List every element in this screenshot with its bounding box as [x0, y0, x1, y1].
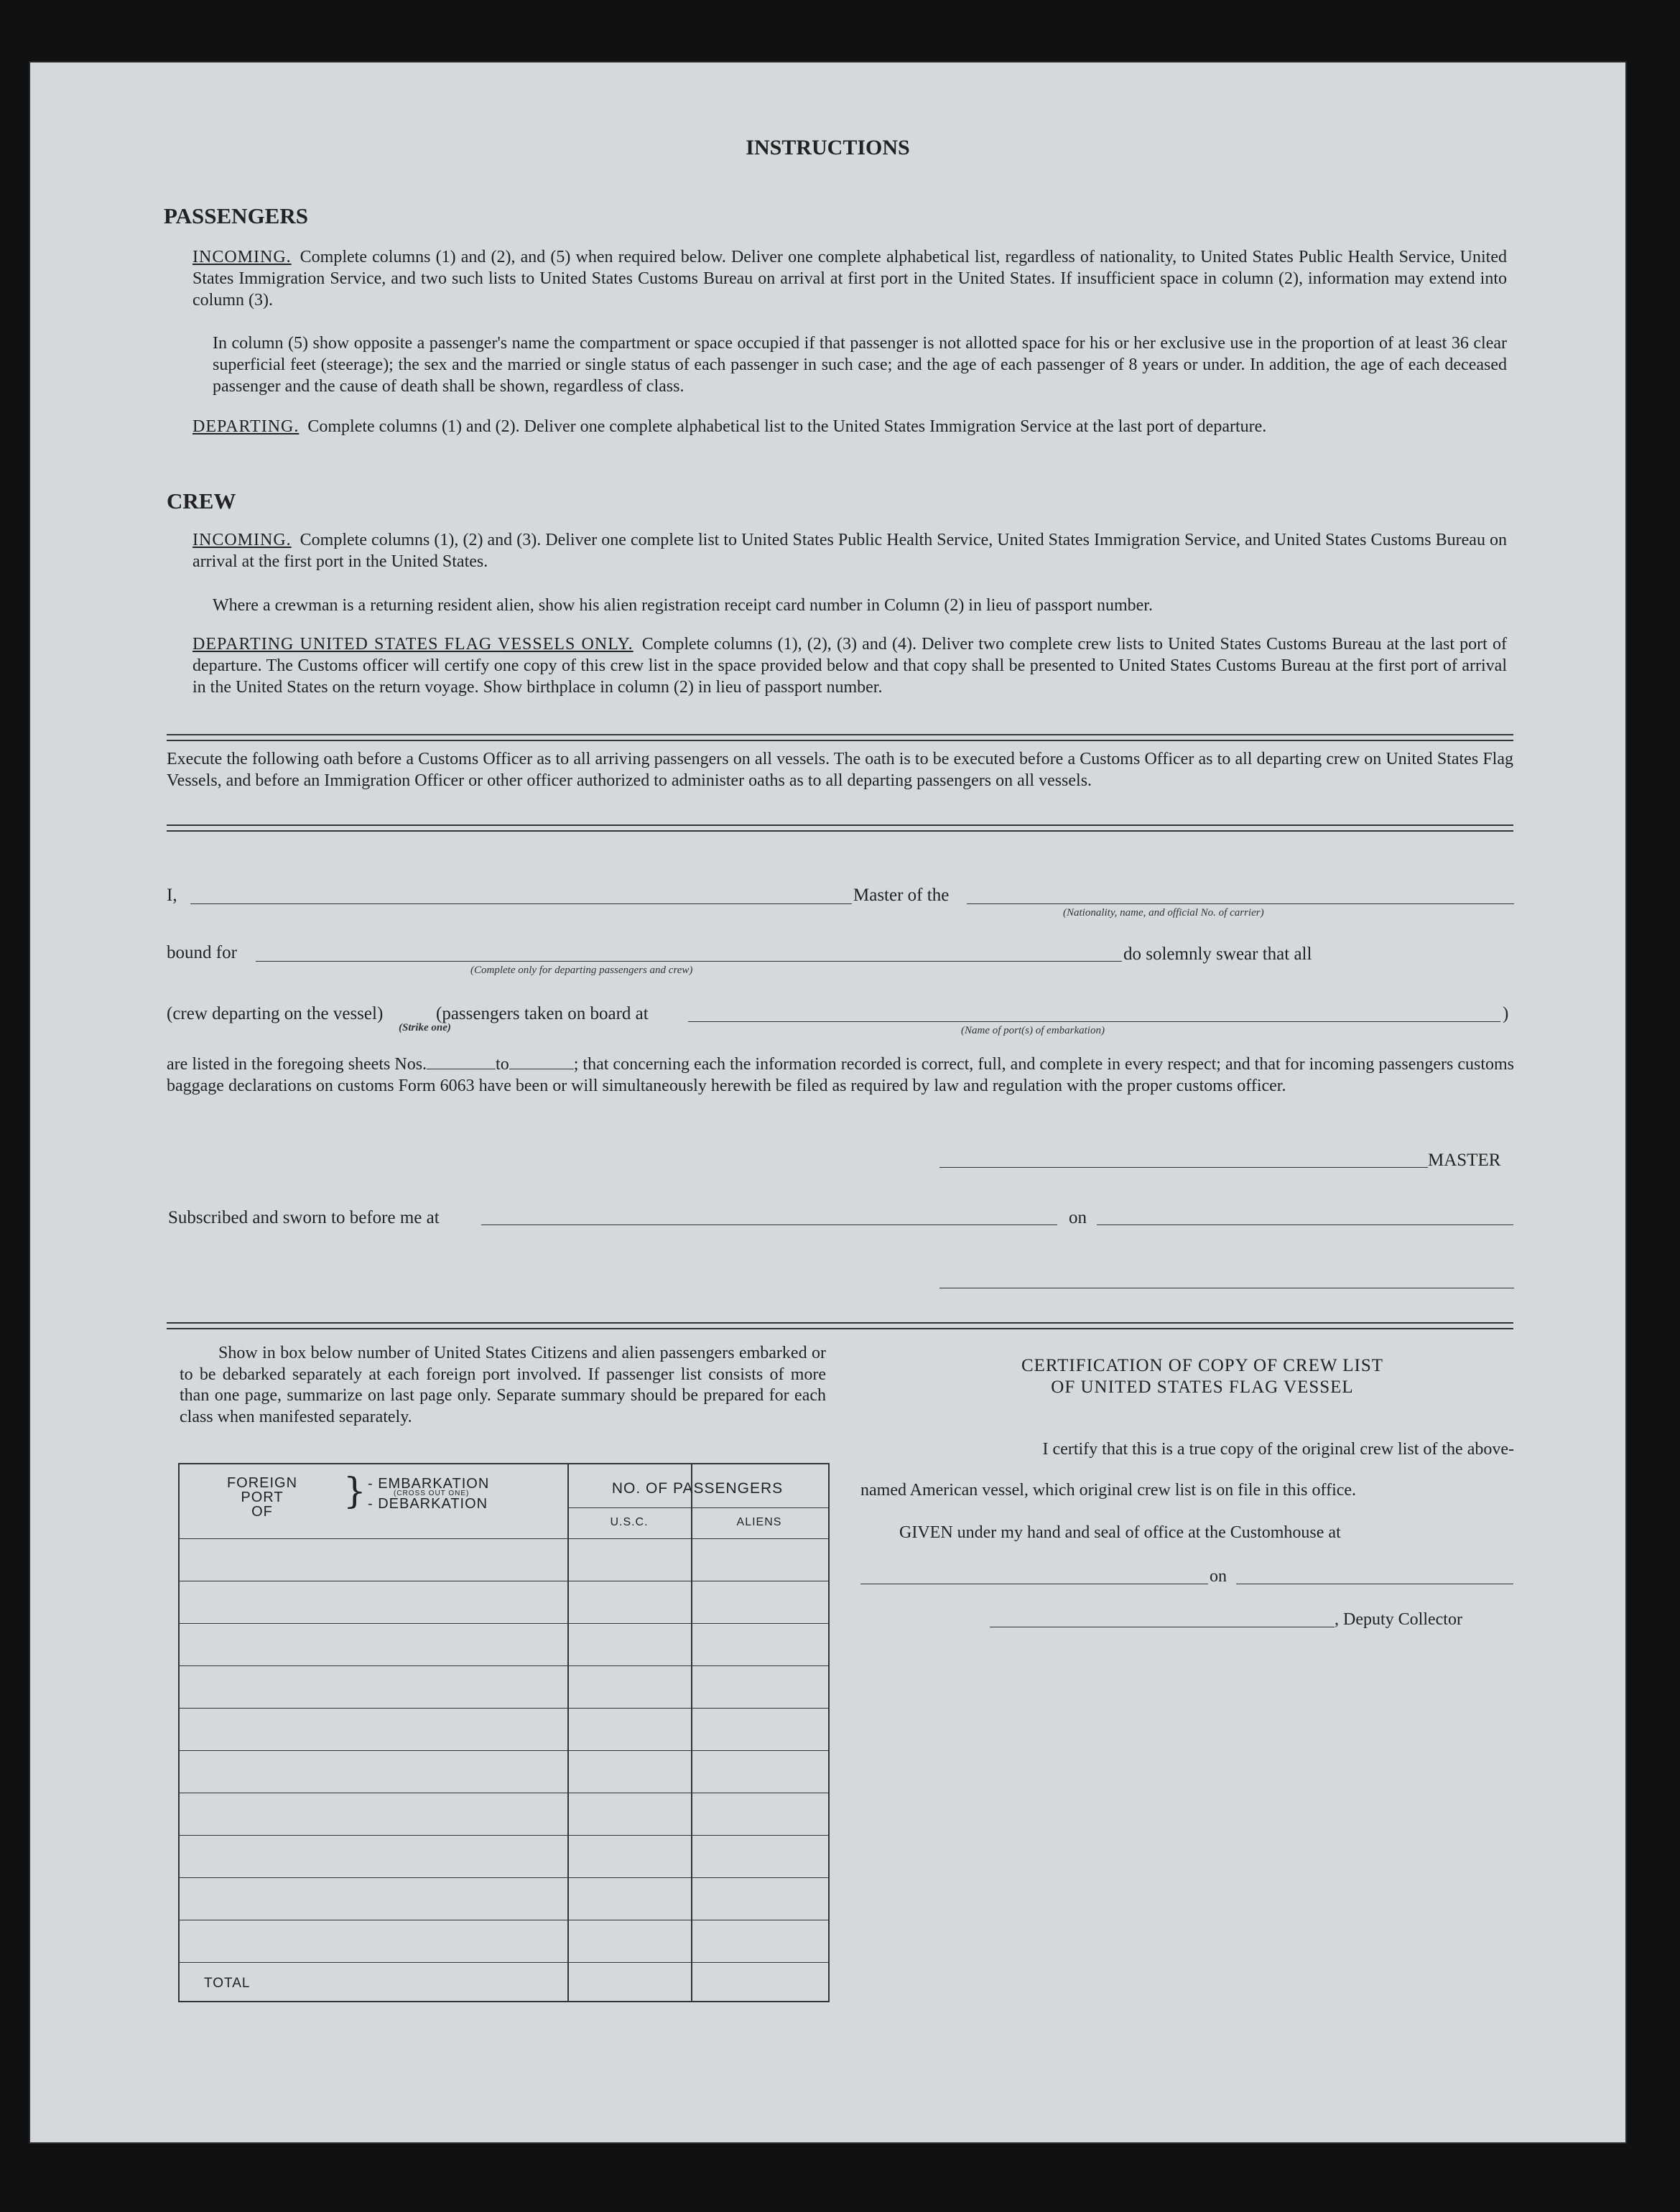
swear-label: do solemnly swear that all: [1123, 944, 1312, 964]
table-row[interactable]: [180, 1538, 828, 1539]
table-row[interactable]: [180, 1877, 828, 1878]
crew-departing-lead: DEPARTING UNITED STATES FLAG VESSELS ONLY.: [192, 635, 634, 654]
sworn-place-field[interactable]: [481, 1224, 1057, 1225]
divider: [167, 1322, 1513, 1329]
brace-glyph: }: [343, 1470, 366, 1512]
passengers-incoming-text: Complete columns (1) and (2), and (5) when required below. Deliver one complete alphabetical list, regardless of nationality, to United States Public Health Service, United States Immigration Service, and two such lists to United States Customs Bureau on arrival at first port in the United States. If insufficient space in column (2), information may extend into column (3).: [192, 248, 1507, 310]
listed-text-3: that for incoming passengers customs baggage declarations on customs Form 6063 have been or will simultaneously herewith be filed as required by law and regulation with the proper customs officer.: [167, 1055, 1515, 1095]
no-of-passengers-header: NO. OF PASSENGERS: [611, 1480, 784, 1497]
divider: [167, 824, 1513, 832]
listed-to: to: [496, 1055, 509, 1074]
total-label: TOTAL: [204, 1976, 251, 1991]
certification-on-label: on: [1210, 1567, 1227, 1586]
certify-line-2: named American vessel, which original crew list is on file in this office.: [860, 1481, 1357, 1500]
bound-for-caption: (Complete only for departing passengers and crew): [470, 965, 693, 976]
crew-departing-paragraph: [192, 633, 1507, 698]
master-of-the-label: Master of the: [853, 886, 950, 905]
certify-line-1: I certify that this is a true copy of the original crew list of the above-: [1042, 1440, 1514, 1459]
subscribed-label: Subscribed and sworn to before me at: [168, 1208, 440, 1227]
summary-instruction: Show in box below number of United States Citizens and alien passengers embarked or to be debarked separately at each foreign port involved. If passenger list consists of more than one page, summarize on last page only. Separate summary should be prepared for each class when manifested separately.: [180, 1344, 826, 1426]
table-row[interactable]: [180, 1962, 828, 1963]
carrier-caption: (Nationality, name, and official No. of carrier): [1063, 907, 1264, 919]
certification-title-line-2: OF UNITED STATES FLAG VESSEL: [1051, 1377, 1354, 1397]
crew-incoming-paragraph: [192, 529, 1507, 572]
carrier-field[interactable]: [967, 903, 1514, 904]
embarkation-option[interactable]: - EMBARKATION: [368, 1476, 490, 1492]
form-page: [29, 61, 1627, 2144]
usc-header: U.S.C.: [610, 1516, 649, 1528]
certification-title: [891, 1355, 1514, 1398]
table-row[interactable]: [180, 1835, 828, 1836]
deputy-collector-label: , Deputy Collector: [1335, 1610, 1462, 1629]
cross-out-note: (CROSS OUT ONE): [394, 1490, 470, 1497]
crew-incoming-text: Complete columns (1), (2) and (3). Deliver one complete list to United States Public Health Service, United States Immigration Service, and United States Customs Bureau on arrival at the first port in the United States.: [192, 531, 1507, 571]
embarkation-port-field[interactable]: [688, 1021, 1500, 1022]
embark-debark-header: [368, 1477, 489, 1510]
port-label: PORT: [241, 1490, 284, 1505]
crew-incoming-lead: INCOMING.: [192, 531, 292, 549]
passengers-incoming-paragraph: [192, 246, 1507, 311]
debarkation-option[interactable]: - DEBARKATION: [368, 1496, 488, 1512]
master-label: MASTER: [1428, 1151, 1501, 1170]
table-subheader-rule: [567, 1507, 828, 1508]
passengers-departing-paragraph: [192, 416, 1507, 437]
master-signature-field[interactable]: [939, 1167, 1428, 1168]
given-line: GIVEN under my hand and seal of office at the Customhouse at: [899, 1523, 1341, 1542]
passengers-heading: PASSENGERS: [164, 203, 308, 228]
master-name-field[interactable]: [190, 903, 852, 904]
listed-text-1: are listed in the foregoing sheets Nos.: [167, 1055, 427, 1074]
foreign-port-header: [219, 1476, 305, 1519]
bound-for-label: bound for: [167, 943, 237, 962]
page-title: INSTRUCTIONS: [746, 136, 910, 159]
foreign-label: FOREIGN: [226, 1475, 298, 1491]
sworn-on-label: on: [1069, 1208, 1087, 1227]
listed-paragraph: [167, 1054, 1514, 1097]
sworn-date-field[interactable]: [1097, 1224, 1513, 1225]
passengers-departing-text: Complete columns (1) and (2). Deliver one complete alphabetical list to the United States Immigration Service at the last port of departure.: [307, 417, 1267, 436]
crew-departing-option[interactable]: (crew departing on the vessel): [167, 1004, 384, 1023]
aliens-header: ALIENS: [736, 1516, 782, 1528]
crew-departing-text: Complete columns (1), (2), (3) and (4). Deliver two complete crew lists to United States Customs Bureau at the last port of departure. The Customs officer will certify one copy of this crew list in the space provided below and that copy shall be presented to United States Customs Bureau at the first port of arrival in the United States on the return voyage. Show birthplace in column (2) in lieu of passport number.: [192, 635, 1507, 697]
passengers-column5-paragraph: In column (5) show opposite a passenger's name the compartment or space occupied if that passenger is not allotted space for his or her exclusive use in the proportion of at least 36 clear superficial feet (steerage); the sex and the married or single status of each passenger in such case; and the age of each passenger of 8 years or under. In addition, the age of each deceased passenger and the cause of death shall be shown, regardless of class.: [213, 334, 1507, 396]
divider: [167, 734, 1513, 741]
passengers-departing-lead: DEPARTING.: [192, 417, 300, 436]
close-paren: ): [1503, 1004, 1509, 1023]
oath-instruction: Execute the following oath before a Customs Officer as to all arriving passengers on all vessels. The oath is to be executed before a Customs Officer as to all departing crew on United States Flag Vessels, and before an Immigration Officer or other officer authorized to administer oaths as to all departing passengers on all vessels.: [167, 750, 1513, 790]
table-row[interactable]: [180, 1750, 828, 1751]
passengers-incoming-lead: INCOMING.: [192, 248, 292, 266]
passenger-summary-table: [178, 1463, 830, 2002]
of-label: OF: [251, 1504, 273, 1520]
table-row[interactable]: [180, 1665, 828, 1666]
listed-text-2: ; that concerning each the information recorded is correct, full, and complete in every respect; and: [573, 1055, 1250, 1074]
table-row[interactable]: [180, 1708, 828, 1709]
table-row[interactable]: [180, 1623, 828, 1624]
crew-resident-paragraph: Where a crewman is a returning resident alien, show his alien registration receipt card number in Column (2) in lieu of passport number.: [213, 596, 1153, 615]
passengers-taken-option[interactable]: (passengers taken on board at: [436, 1004, 649, 1023]
oath-i-label: I,: [167, 886, 177, 905]
certification-title-line-1: CERTIFICATION OF COPY OF CREW LIST: [1021, 1356, 1384, 1375]
crew-heading: CREW: [167, 488, 236, 514]
bound-for-field[interactable]: [256, 961, 1122, 962]
embarkation-caption: (Name of port(s) of embarkation): [961, 1025, 1105, 1036]
strike-one-caption: (Strike one): [399, 1022, 451, 1033]
